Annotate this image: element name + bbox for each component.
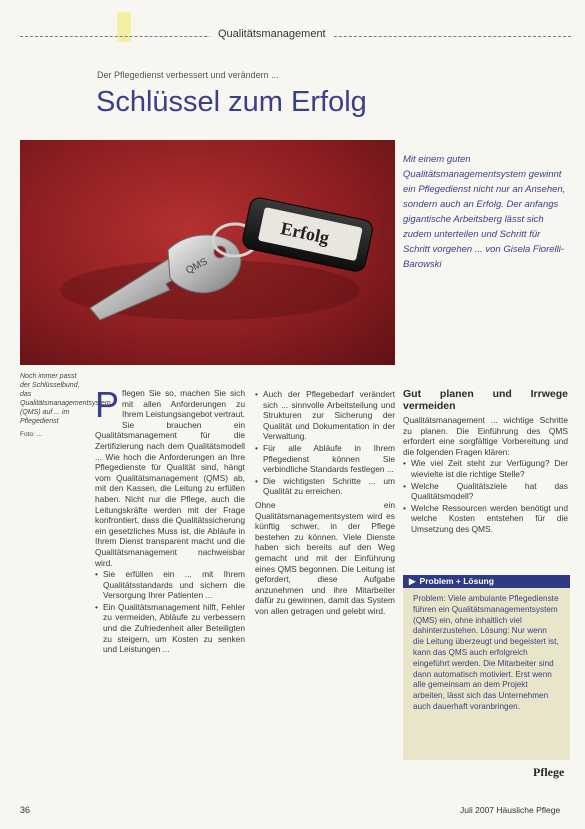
list-item: • Die wichtigsten Schritte ... um Qualität zu erreichen. <box>255 476 395 497</box>
brand-logo: Pflege <box>533 765 565 779</box>
photo-credit: Foto: ... <box>20 431 43 438</box>
col1-bullets <box>95 569 245 655</box>
triangle-right-icon: ▶ <box>409 576 416 586</box>
col1-text: flegen Sie so, machen Sie sich mit allen Anforderungen zu Ihrem Leistungsangebot vertraut. Sie brauchen ein Qualitätsmanagement für die Zertifizierung nach dem Qualitätsmodell ... Wie hoch die Anforderungen an Ihre Pflegedienste für Qualität sind, hängt vom Qualitätsmanagement (QMS) ab, mit den Kassen, die Leitung zu erfüllen haben. Nicht nur die Pflege, auch die Leitungskräfte werden mit der Frage konfrontiert, dass die Qualitätssicherung ein gesetzliches Muss ist, die Abläufe in Ihrem Dienst transparent macht und die Qualitätsmanagement nachweisbar wird. <box>95 388 245 568</box>
svg-text:Erfolg: Erfolg <box>278 218 331 248</box>
col3-text: Qualitätsmanagement ... wichtige Schritte zu planen. Die Einführung des QMS erfordert eine sorgfältige Vorbereitung und die folgenden Fragen klären: <box>403 415 568 457</box>
tag-icon <box>241 196 374 273</box>
page-number: 36 <box>20 805 31 815</box>
headline: Schlüssel zum Erfolg <box>96 86 367 118</box>
body-column-3 <box>403 388 568 535</box>
subheading: Gut planen und Irrwege vermeiden <box>403 388 568 412</box>
kicker: Der Pflegedienst verbessert und verändern ... <box>97 70 279 80</box>
list-item: • Ein Qualitätsmanagement hilft, Fehler zu vermeiden, Abläufe zu verbessern und die Zufriedenheit aller Beteiligten zu steigern, um Kosten zu senken und Leistungen ... <box>95 602 245 655</box>
highlighter-mark <box>117 12 131 42</box>
list-item: • Wie viel Zeit steht zur Verfügung? Der wievielte ist die richtige Stelle? <box>403 458 568 479</box>
col2-text: Ohne ein Qualitätsmanagementsystem wird es künftig schwer, in der Pflege bestehen zu können. Viele Dienste haben sich bereits auf den Weg gemacht und mit der Einführung eines QMS begonnen. Die Leitung ist gefordert, diese Aufgabe anzunehmen und ihre Mitarbeiter dafür zu gewinnen, damit das System von allen getragen und gelebt wird. <box>255 499 395 616</box>
intro-text: Mit einem guten Qualitätsmanagementsystem gewinnt ein Pflegedienst nicht nur an Ansehen, sondern auch an Erfolg. Der anfangs gigantische Arbeitsberg lässt sich zudem unterteilen und Schritt für Schritt vorgehen ... von Gisela Fiorelli-Barowski <box>403 154 566 270</box>
list-item: • Welche Qualitätsziele hat das Qualitätsmodell? <box>403 481 568 502</box>
list-item: • Auch der Pflegebedarf verändert sich ... sinnvolle Arbeitsteilung und Strukturen zur Sicherung der Qualität und Dokumentation in der Verwaltung. <box>255 389 395 442</box>
caption-text: Noch immer passt der Schlüsselbund, das Qualitätsmanagementsystem (QMS) auf ... im Pflegedienst <box>20 373 111 425</box>
svg-text:QMS: QMS <box>184 256 210 277</box>
list-item: • Für alle Abläufe in Ihrem Pflegedienst können Sie verbindliche Standards festlegen ... <box>255 443 395 475</box>
problem-box-text: Problem: Viele ambulante Pflegedienste führen ein Qualitätsmanagementsystem (QMS) ein, ohne inhaltlich viel dahinterzustehen. Lösung: Nur wenn die Leitung überzeugt und begeistert ist, kann das QMS auch erfolgreich eingeführt werden. Die Mitarbeiter sind dann automatisch motiviert. Erst wenn alle gemeinsam an dem Projekt arbeiten, lässt sich das Unternehmen auch dauerhaft voranbringen. <box>413 594 559 711</box>
col3-bullets <box>403 458 568 534</box>
list-item: • Sie erfüllen ein ... mit Ihrem Qualitätsstandards und sichern die Versorgung Ihrer Patienten ... <box>95 569 245 601</box>
key-photo <box>20 140 395 365</box>
list-item: • Welche Ressourcen werden benötigt und welche Kosten entstehen für die Umsetzung des QMS. <box>403 503 568 535</box>
col2-bullets <box>255 389 395 497</box>
section-label: Qualitätsmanagement <box>210 28 334 40</box>
problem-solution-box <box>403 575 570 760</box>
body-column-1 <box>95 384 245 655</box>
key-illustration <box>20 140 395 365</box>
magazine-footer: Juli 2007 Häusliche Pflege <box>460 805 561 815</box>
photo-caption <box>20 372 111 439</box>
body-column-2 <box>255 388 395 616</box>
problem-box-heading: ▶ Problem + Lösung <box>403 575 570 588</box>
drop-cap: P <box>95 384 120 425</box>
